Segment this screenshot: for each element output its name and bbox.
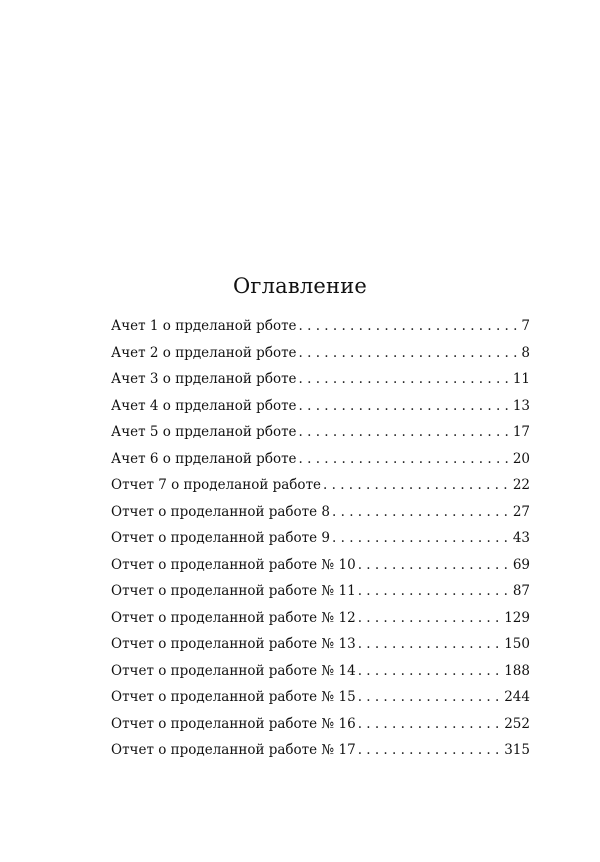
toc-entry[interactable]: [111, 689, 530, 716]
toc-dot-leader: [299, 371, 511, 387]
toc-entry-page-number: 7: [521, 318, 530, 334]
toc-entry[interactable]: [111, 636, 530, 663]
toc-dot-leader: [299, 398, 511, 414]
toc-entry-page-number: 13: [512, 397, 530, 414]
toc-entry-page-number: 8: [521, 344, 530, 361]
toc-entry-label: Ачет 4 о прделаной рботе: [111, 397, 297, 414]
toc-dot-leader: [358, 689, 503, 705]
toc-entry-label: Отчет о проделанной работе 9: [111, 530, 331, 546]
toc-entry-label: Отчет о проделанной работе № 16: [111, 715, 356, 732]
toc-entry[interactable]: [111, 742, 530, 769]
toc-entry-label: Отчет о проделанной работе № 14: [111, 662, 356, 679]
toc-entry[interactable]: [111, 504, 530, 531]
toc-dot-leader: [358, 583, 511, 599]
toc-dot-leader: [299, 345, 520, 361]
toc-dot-leader: [299, 318, 520, 334]
toc-entry-page-number: 22: [512, 477, 530, 493]
toc-dot-leader: [358, 557, 511, 573]
toc-dot-leader: [358, 716, 503, 732]
toc-entry-page-number: 315: [504, 742, 530, 758]
toc-entry-label: Отчет 7 о проделаной работе: [111, 477, 322, 493]
toc-entry[interactable]: [111, 371, 530, 398]
toc-entry-page-number: 252: [504, 715, 530, 732]
toc-entry-page-number: 11: [512, 371, 530, 387]
toc-dot-leader: [358, 610, 503, 626]
toc-dot-leader: [332, 504, 511, 520]
toc-entry-label: Отчет о проделанной работе № 13: [111, 636, 356, 652]
toc-entry-label: Отчет о проделанной работе № 11: [111, 583, 356, 599]
toc-dot-leader: [358, 663, 503, 679]
toc-entry[interactable]: [111, 530, 530, 557]
toc-entry[interactable]: [111, 663, 530, 690]
toc-entry-label: Ачет 5 о прделаной рботе: [111, 424, 297, 440]
toc-entry-label: Ачет 1 о прделаной рботе: [111, 318, 297, 334]
toc-entry[interactable]: [111, 716, 530, 743]
toc-entry-page-number: 43: [512, 530, 530, 546]
toc-entry[interactable]: [111, 610, 530, 637]
toc-entry[interactable]: [111, 451, 530, 478]
toc-entry-label: Отчет о проделанной работе № 15: [111, 689, 356, 705]
toc-dot-leader: [332, 530, 511, 546]
toc-entry-label: Отчет о проделанной работе № 12: [111, 609, 356, 626]
toc-entry-label: Ачет 3 о прделаной рботе: [111, 371, 297, 387]
toc-entry[interactable]: [111, 345, 530, 372]
toc-entry-page-number: 69: [512, 556, 530, 573]
toc-entry[interactable]: [111, 557, 530, 584]
toc-entry[interactable]: [111, 424, 530, 451]
toc-entry-page-number: 129: [504, 609, 530, 626]
toc-entry-label: Отчет о проделанной работе 8: [111, 503, 331, 520]
toc-entry[interactable]: [111, 398, 530, 425]
toc-dot-leader: [358, 742, 503, 758]
toc-entry-page-number: 188: [504, 662, 530, 679]
toc-entry[interactable]: [111, 477, 530, 504]
toc-title: Оглавление: [232, 274, 368, 298]
toc-entry-label: Ачет 2 о прделаной рботе: [111, 344, 297, 361]
toc-dot-leader: [358, 636, 503, 652]
toc-entry-page-number: 27: [512, 503, 530, 520]
toc-entry-label: Отчет о проделанной работе № 17: [111, 742, 356, 758]
toc-entry-page-number: 17: [512, 424, 530, 440]
toc-entry-page-number: 244: [504, 689, 530, 705]
toc-entry-label: Ачет 6 о прделаной рботе: [111, 450, 297, 467]
toc-entry-page-number: 87: [512, 583, 530, 599]
toc-dot-leader: [299, 451, 511, 467]
toc-dot-leader: [323, 477, 511, 493]
toc-entry[interactable]: [111, 318, 530, 345]
toc-dot-leader: [299, 424, 511, 440]
toc-entry-page-number: 150: [504, 636, 530, 652]
toc-entry-label: Отчет о проделанной работе № 10: [111, 556, 356, 573]
toc-entry-page-number: 20: [512, 450, 530, 467]
toc-list: [111, 318, 530, 769]
toc-entry[interactable]: [111, 583, 530, 610]
